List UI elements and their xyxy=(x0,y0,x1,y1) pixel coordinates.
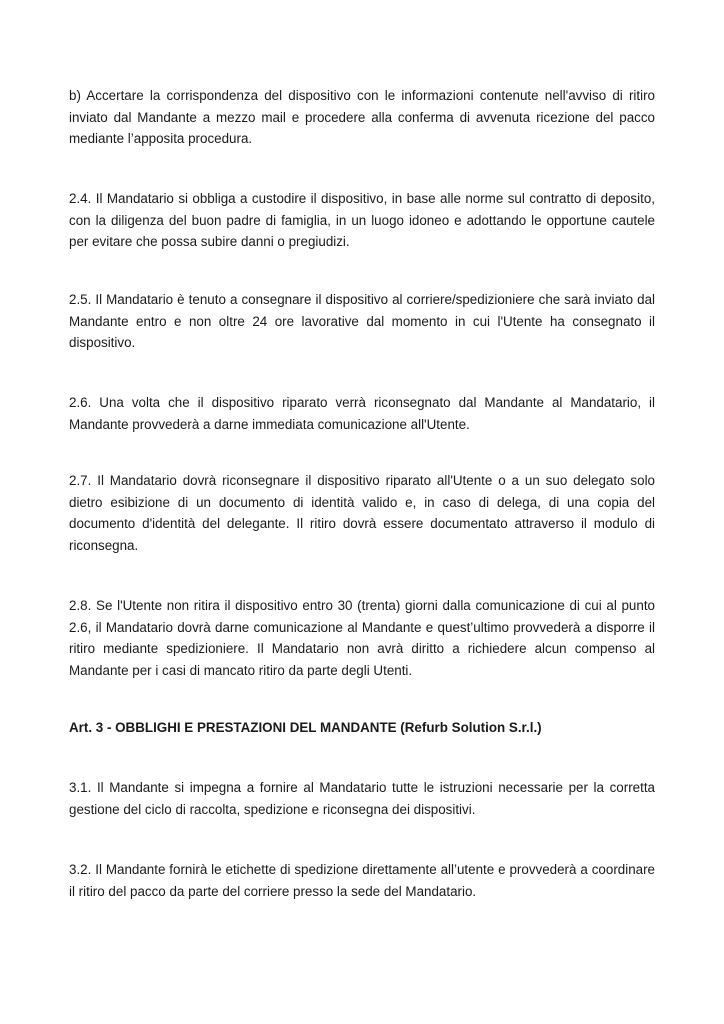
article-3-heading: Art. 3 - OBBLIGHI E PRESTAZIONI DEL MANDANTE (Refurb Solution S.r.l.) xyxy=(69,720,542,735)
paragraph-2-5: 2.5. Il Mandatario è tenuto a consegnare il dispositivo al corriere/spedizioniere che sarà inviato dal Mandante entro e non oltre 24 ore lavorative dal momento in cui l'Utente ha consegnato il dispositivo. xyxy=(69,292,655,350)
paragraph-2-3-b: b) Accertare la corrispondenza del dispositivo con le informazioni contenute nell'avviso di ritiro inviato dal Mandante a mezzo mail e procedere alla conferma di avvenuta ricezione del pacco mediante l’apposita procedura. xyxy=(69,88,655,146)
paragraph-3-2: 3.2. Il Mandante fornirà le etichette di spedizione direttamente all’utente e provvederà a coordinare il ritiro del pacco da parte del corriere presso la sede del Mandatario. xyxy=(69,862,655,899)
paragraph-2-8: 2.8. Se l'Utente non ritira il dispositivo entro 30 (trenta) giorni dalla comunicazione di cui al punto 2.6, il Mandatario dovrà darne comunicazione al Mandante e quest’ultimo provvederà a disporre il ritiro mediante spedizioniere. Il Mandatario non avrà diritto a richiedere alcun compenso al Mandante per i casi di mancato ritiro da parte degli Utenti. xyxy=(69,598,655,678)
paragraph-2-4: 2.4. Il Mandatario si obbliga a custodire il dispositivo, in base alle norme sul contratto di deposito, con la diligenza del buon padre di famiglia, in un luogo idoneo e adottando le opportune cautele per evitare che possa subire danni o pregiudizi. xyxy=(69,191,655,249)
paragraph-2-7: 2.7. Il Mandatario dovrà riconsegnare il dispositivo riparato all'Utente o a un suo delegato solo dietro esibizione di un documento di identità valido e, in caso di delega, di una copia del documento d'identità del delegante. Il ritiro dovrà essere documentato attraverso il modulo di riconsegna. xyxy=(69,473,655,553)
paragraph-3-1: 3.1. Il Mandante si impegna a fornire al Mandatario tutte le istruzioni necessarie per la corretta gestione del ciclo di raccolta, spedizione e riconsegna dei dispositivi. xyxy=(69,780,655,817)
paragraph-2-6: 2.6. Una volta che il dispositivo riparato verrà riconsegnato dal Mandante al Mandatario, il Mandante provvederà a darne immediata comunicazione all'Utente. xyxy=(69,395,655,432)
